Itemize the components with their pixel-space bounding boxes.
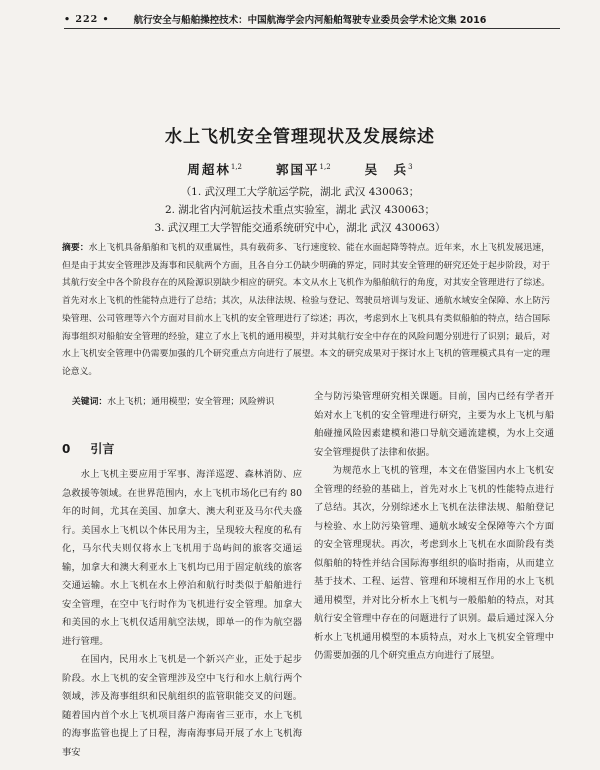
author-list (0, 160, 600, 178)
author-affil-marker: 1,2 (319, 162, 331, 171)
body-paragraph: 为规范水上飞机的管理，本文在借鉴国内水上飞机安全管理的经验的基础上，首先对水上飞机的性能特点进行了总结。其次，分别综述水上飞机在法律法规、船舶登记与检验、水上防污染管理、通航水域安全保障等六个方面的安全管理现状。再次，考虑到水上飞机在水面阶段有类似船舶的特性并结合国际海事组织的临时指南，从而建立基于技术、工程、运营、管理和环境相互作用的水上飞机通用模型，并对比分析水上飞机与一般船舶的特点，对其航行安全管理中存在的问题进行了识别。最后通过深入分析水上飞机通用模型的本质特点，对水上飞机安全管理中仍需要加强的几个研究重点方向进行了展望。 (314, 465, 554, 661)
author (365, 162, 413, 177)
right-column (314, 388, 554, 666)
body-paragraph: 水上飞机主要应用于军事、海洋巡逻、森林消防、应急救援等领域。在世界范围内，水上飞机市场化已有约 80 年的时间，尤其在美国、加拿大、澳大利亚及马尔代夫盛行。美国水上飞机以个体民用为主，呈现较大程度的私有化，马尔代夫则仅将水上飞机用于岛屿间的旅客交通运输，加拿大和澳大利亚水上飞机均已用于固定航线的旅客交通运输。水上飞机在水上停泊和航行时类似于船舶进行安全管理，在空中飞行时作为飞机进行安全管理。加拿大和美国的水上飞机仅适用航空法规，即单一的作为航空器进行管理。 (62, 469, 302, 647)
journal-title: 航行安全与船舶操控技术：中国航海学会内河船舶驾驶专业委员会学术论文集 2016 (133, 15, 487, 26)
author-name: 郭国平 (276, 162, 320, 177)
section-title: 引言 (90, 442, 115, 456)
running-header (64, 10, 560, 29)
author (187, 162, 242, 177)
left-column (62, 466, 302, 762)
abstract-label: 摘要： (62, 243, 89, 253)
abstract (62, 240, 550, 382)
body-paragraph: 全与防污染管理研究相关课题。目前，国内已经有学者开始对水上飞机的安全管理进行研究，主要为水上飞机与船舶碰撞风险因素建模和港口导航交通流建模，为水上交通安全管理提供了法律和依据。 (314, 391, 554, 458)
keywords-label: 关键词： (72, 397, 108, 407)
author-affil-marker: 1,2 (230, 162, 243, 171)
author-affil-marker: 3 (408, 162, 413, 171)
author (276, 162, 331, 177)
keywords (72, 394, 274, 407)
body-paragraph: 在国内，民用水上飞机是一个新兴产业，正处于起步阶段。水上飞机的安全管理涉及空中飞行和水上航行两个领域，涉及海事组织和民航组织的监管职能交叉的问题。随着国内首个水上飞机项目落户海南省三亚市，水上飞机的海事监管也提上了日程，海南海事局开展了水上飞机海事安 (62, 654, 302, 758)
author-name: 周超林 (187, 162, 231, 177)
abstract-text: 水上飞机具备船舶和飞机的双重属性，具有载荷多、飞行速度较、能在水面起降等特点。近年来，水上飞机发展迅速，但是由于其安全管理涉及海事和民航两个方面，且各自分工仍缺少明确的界定，同时其安全管理的研究还处于起步阶段，对于其航行安全中各个阶段存在的风险源识别缺少相应的研究。本文从水上飞机作为船舶航行的角度，对其安全管理进行了综述。首先对水上飞机的性能特点进行了总结；其次，从法律法规、检验与登记、驾驶员培训与发证、通航水域安全保障、水上防污染管理、公司管理等六个方面对目前水上飞机的安全管理进行了综述；再次，考虑到水上飞机具有类似船舶的特点，结合国际海事组织对船舶安全管理的经验，建立了水上飞机的通用模型，并对其航行安全中存在的风险问题分别进行了识别；最后，对水上飞机安全管理中仍需要加强的几个研究重点方向进行了展望。本文的研究成果对于探讨水上飞机的管理模式具有一定的理论意义。 (62, 243, 550, 377)
affiliation-3: 3. 武汉理工大学智能交通系统研究中心，湖北 武汉 430063） (154, 222, 446, 234)
affiliation-2: 2. 湖北省内河航运技术重点实验室，湖北 武汉 430063； (164, 204, 436, 216)
paper-title: 水上飞机安全管理现状及发展综述 (165, 127, 435, 147)
author-name: 吴 兵 (364, 162, 409, 177)
keywords-text: 水上飞机；通用模型；安全管理；风险辨识 (107, 397, 275, 407)
page-number: • 222 • (64, 13, 110, 25)
section-heading (62, 440, 114, 457)
section-number: 0 (62, 442, 71, 456)
affiliation-1: （1. 武汉理工大学航运学院，湖北 武汉 430063； (180, 186, 420, 198)
